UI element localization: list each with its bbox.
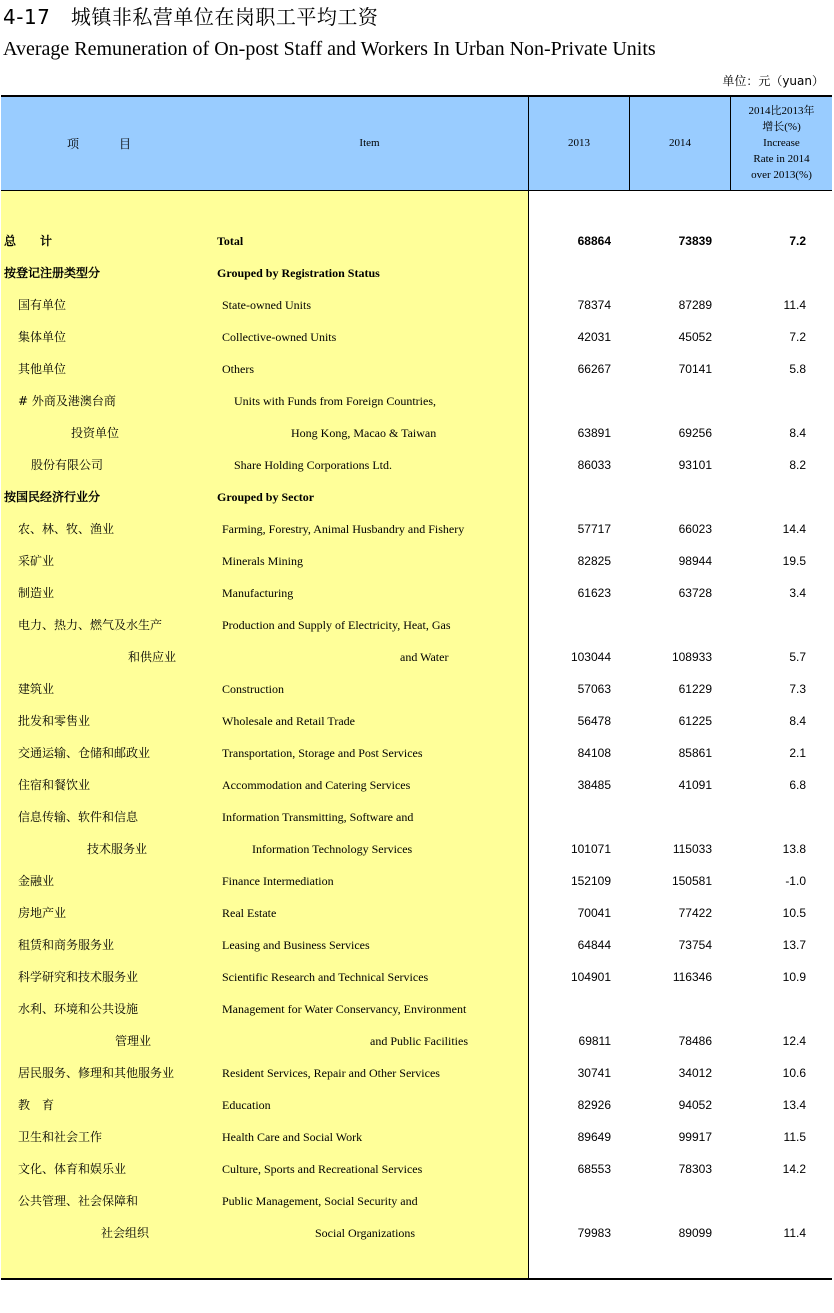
value-2013: 84108: [577, 746, 611, 760]
value-2014: 93101: [678, 458, 712, 472]
value-increase-rate: 7.3: [789, 682, 806, 696]
table-row: [1, 225, 832, 257]
value-2013: 63891: [577, 426, 611, 440]
row-label-zh: 采矿业: [18, 554, 55, 568]
value-2014: 78486: [678, 1034, 712, 1048]
row-label-zh: 科学研究和技术服务业: [18, 970, 139, 984]
value-increase-rate: 11.4: [783, 1226, 806, 1240]
value-increase-rate: 11.4: [783, 298, 806, 312]
table-row: [1, 545, 832, 577]
value-2014: [630, 609, 712, 641]
value-2013: [529, 801, 611, 833]
value-2014: [630, 993, 712, 1025]
row-label-en: Collective-owned Units: [222, 330, 337, 344]
value-2014: [630, 257, 712, 289]
value-2014: [630, 385, 712, 417]
row-label-en: Manufacturing: [222, 586, 294, 600]
row-label-en: Hong Kong, Macao & Taiwan: [291, 426, 437, 440]
header-rate-line: over 2013(%): [751, 169, 812, 181]
value-2013: 152109: [570, 874, 611, 888]
value-2014: 115033: [672, 842, 712, 856]
row-label-zh: 卫生和社会工作: [18, 1130, 103, 1144]
value-2013: 68864: [577, 234, 611, 248]
row-label-zh: 住宿和餐饮业: [18, 778, 91, 792]
table-row: [1, 1089, 832, 1121]
table-row: [1, 1025, 832, 1057]
value-2013: 104901: [570, 970, 611, 984]
value-2013: 56478: [577, 714, 611, 728]
value-2013: 86033: [577, 458, 611, 472]
value-2013: 69811: [578, 1034, 611, 1048]
value-increase-rate: 7.2: [789, 234, 806, 248]
row-label-en: Share Holding Corporations Ltd.: [234, 458, 392, 472]
row-label-zh: 水利、环境和公共设施: [18, 1002, 139, 1016]
value-increase-rate: 6.8: [789, 778, 806, 792]
row-label-en: Finance Intermediation: [222, 874, 334, 888]
table-row: [1, 641, 832, 673]
value-increase-rate: 10.5: [782, 906, 806, 920]
table-row: [1, 801, 832, 833]
header-item-zh: 项 目: [66, 136, 145, 151]
value-2014: [630, 481, 712, 513]
value-2014: [630, 1185, 712, 1217]
table-row: [1, 769, 832, 801]
value-2014: 73839: [678, 234, 712, 248]
table-row: [1, 353, 832, 385]
value-2013: 82825: [577, 554, 611, 568]
table-row: [1, 513, 832, 545]
value-2014: 66023: [678, 522, 712, 536]
value-increase-rate: [731, 481, 806, 513]
table-row: [1, 289, 832, 321]
value-2013: 68553: [577, 1162, 611, 1176]
value-2013: [529, 257, 611, 289]
row-label-en: and Public Facilities: [370, 1034, 468, 1048]
table-row: [1, 705, 832, 737]
value-2014: 77422: [678, 906, 712, 920]
value-2014: 116346: [672, 970, 712, 984]
value-2014: 34012: [678, 1066, 712, 1080]
row-label-en: Construction: [222, 682, 284, 696]
row-label-en: Management for Water Conservancy, Environment: [222, 1002, 467, 1016]
value-increase-rate: 2.1: [789, 746, 806, 760]
row-label-zh: 集体单位: [18, 330, 67, 344]
column-divider: [730, 95, 731, 191]
value-increase-rate: [731, 257, 806, 289]
page-title-english: Average Remuneration of On-post Staff and Workers In Urban Non-Private Units: [3, 38, 656, 60]
unit-label: 单位：元（yuan）: [722, 74, 824, 88]
value-increase-rate: 3.4: [789, 586, 806, 600]
column-divider: [629, 95, 630, 191]
value-increase-rate: 8.4: [789, 714, 806, 728]
row-label-zh: 按国民经济行业分: [4, 490, 101, 504]
row-label-zh: 交通运输、仓储和邮政业: [18, 746, 151, 760]
row-label-zh: 农、林、牧、渔业: [18, 522, 115, 536]
table-row: [1, 1121, 832, 1153]
value-increase-rate: 10.9: [782, 970, 806, 984]
value-2014: 69256: [678, 426, 712, 440]
row-label-zh: 其他单位: [18, 362, 67, 376]
header-rate-line: 增长(%): [762, 121, 801, 133]
value-2013: 64844: [577, 938, 611, 952]
row-label-zh: 居民服务、修理和其他服务业: [18, 1066, 175, 1080]
value-increase-rate: 8.4: [789, 426, 806, 440]
row-label-zh: 国有单位: [18, 298, 67, 312]
value-2013: 61623: [577, 586, 611, 600]
table-row: [1, 1057, 832, 1089]
row-label-zh: 股份有限公司: [31, 458, 104, 472]
row-label-zh: 按登记注册类型分: [4, 266, 101, 280]
header-rate-line: Rate in 2014: [753, 153, 810, 165]
value-increase-rate: 5.8: [789, 362, 806, 376]
row-label-en: Grouped by Sector: [217, 490, 315, 504]
row-label-zh: 教 育: [18, 1098, 55, 1112]
value-2013: 57717: [577, 522, 611, 536]
row-label-zh: 投资单位: [71, 426, 120, 440]
table-bottom-border: [1, 1278, 832, 1280]
row-label-en: Education: [222, 1098, 271, 1112]
header-rate-line: Increase: [763, 137, 800, 149]
row-label-en: Scientific Research and Technical Services: [222, 970, 429, 984]
table-row: [1, 737, 832, 769]
value-increase-rate: 13.8: [782, 842, 806, 856]
table-row: [1, 577, 832, 609]
value-2013: 89649: [577, 1130, 611, 1144]
table-row: [1, 993, 832, 1025]
row-label-en: Production and Supply of Electricity, Heat, Gas: [222, 618, 451, 632]
row-label-en: Units with Funds from Foreign Countries,: [234, 394, 437, 408]
row-label-zh: 租赁和商务服务业: [18, 938, 115, 952]
value-increase-rate: 14.4: [782, 522, 806, 536]
value-increase-rate: [731, 801, 806, 833]
table-row: [1, 1153, 832, 1185]
value-2013: 101071: [570, 842, 611, 856]
row-label-en: Real Estate: [222, 906, 277, 920]
table-row: [1, 897, 832, 929]
table-row: [1, 417, 832, 449]
row-label-zh: 房地产业: [18, 906, 67, 920]
page-title-chinese: 4-17 城镇非私营单位在岗职工平均工资: [3, 5, 379, 29]
value-2014: 85861: [678, 746, 712, 760]
value-2013: [529, 385, 611, 417]
row-label-en: Information Technology Services: [252, 842, 413, 856]
value-2013: 42031: [577, 330, 611, 344]
value-increase-rate: 19.5: [782, 554, 806, 568]
row-label-zh: 社会组织: [101, 1226, 150, 1240]
value-2014: 70141: [678, 362, 712, 376]
value-2013: [529, 609, 611, 641]
table-row: [1, 1217, 832, 1249]
header-2013: 2013: [568, 137, 590, 149]
row-label-zh: 批发和零售业: [18, 714, 91, 728]
value-2014: 63728: [678, 586, 712, 600]
table-row: [1, 385, 832, 417]
row-label-zh: 电力、热力、燃气及水生产: [18, 618, 163, 632]
table-row: [1, 321, 832, 353]
header-rate-line: 2014比2013年: [748, 105, 815, 117]
row-label-en: State-owned Units: [222, 298, 311, 312]
value-increase-rate: [731, 1185, 806, 1217]
header-increase-rate: [731, 95, 832, 191]
value-2014: [630, 801, 712, 833]
value-2013: 70041: [577, 906, 611, 920]
row-label-zh: 制造业: [18, 586, 55, 600]
row-label-en: Farming, Forestry, Animal Husbandry and Fishery: [222, 522, 465, 536]
row-label-zh: 金融业: [18, 874, 55, 888]
value-2013: 30741: [577, 1066, 611, 1080]
value-2013: 38485: [577, 778, 611, 792]
value-increase-rate: 10.6: [782, 1066, 806, 1080]
row-label-en: Accommodation and Catering Services: [222, 778, 411, 792]
row-label-en: Minerals Mining: [222, 554, 303, 568]
row-label-en: Public Management, Social Security and: [222, 1194, 418, 1208]
value-2014: 87289: [678, 298, 712, 312]
table-row: [1, 1185, 832, 1217]
value-2014: 45052: [678, 330, 712, 344]
table-row: [1, 609, 832, 641]
value-2014: 61225: [678, 714, 712, 728]
value-2013: 66267: [577, 362, 611, 376]
value-2014: 99917: [678, 1130, 712, 1144]
value-2013: [529, 481, 611, 513]
row-label-en: Health Care and Social Work: [222, 1130, 363, 1144]
row-label-zh: 技术服务业: [87, 842, 148, 856]
value-2013: 57063: [577, 682, 611, 696]
row-label-zh: 文化、体育和娱乐业: [18, 1162, 127, 1176]
row-label-zh: 建筑业: [18, 682, 55, 696]
row-label-en: Wholesale and Retail Trade: [222, 714, 355, 728]
value-2014: 41091: [678, 778, 712, 792]
row-label-en: Culture, Sports and Recreational Services: [222, 1162, 423, 1176]
value-2014: 108933: [671, 650, 712, 664]
value-increase-rate: [731, 993, 806, 1025]
salary-table: [1, 95, 832, 1281]
row-label-zh: 总 计: [4, 234, 53, 248]
value-increase-rate: 14.2: [782, 1162, 806, 1176]
row-label-en: and Water: [400, 650, 449, 664]
table-row: [1, 673, 832, 705]
row-label-en: Total: [217, 234, 244, 248]
table-row: [1, 961, 832, 993]
value-2013: 82926: [577, 1098, 611, 1112]
value-2014: 61229: [678, 682, 712, 696]
table-row: [1, 481, 832, 513]
value-increase-rate: 11.5: [783, 1130, 806, 1144]
row-label-en: Leasing and Business Services: [222, 938, 370, 952]
row-label-en: Grouped by Registration Status: [217, 266, 380, 280]
value-2014: 73754: [678, 938, 712, 952]
value-2014: 150581: [671, 874, 712, 888]
table-row: [1, 833, 832, 865]
row-label-en: Social Organizations: [315, 1226, 416, 1240]
value-increase-rate: 12.4: [782, 1034, 806, 1048]
value-increase-rate: 13.4: [782, 1098, 806, 1112]
header-2014: 2014: [669, 137, 691, 149]
row-label-zh: 公共管理、社会保障和: [18, 1194, 139, 1208]
value-increase-rate: [731, 609, 806, 641]
value-2013: 79983: [577, 1226, 611, 1240]
value-increase-rate: 7.2: [789, 330, 806, 344]
value-2014: 78303: [678, 1162, 712, 1176]
value-increase-rate: [731, 385, 806, 417]
row-label-en: Resident Services, Repair and Other Services: [222, 1066, 440, 1080]
table-row: [1, 865, 832, 897]
value-2014: 89099: [678, 1226, 712, 1240]
row-label-zh: 信息传输、软件和信息: [18, 810, 139, 824]
row-label-en: Others: [222, 362, 254, 376]
value-increase-rate: 5.7: [789, 650, 806, 664]
row-label-zh: # 外商及港澳台商: [18, 394, 116, 408]
value-2014: 98944: [678, 554, 712, 568]
table-row: [1, 929, 832, 961]
header-item-en: Item: [359, 137, 380, 149]
row-label-zh: 和供应业: [128, 650, 177, 664]
value-2013: 103044: [570, 650, 611, 664]
value-2013: [529, 1185, 611, 1217]
table-row: [1, 449, 832, 481]
row-label-en: Information Transmitting, Software and: [222, 810, 414, 824]
row-label-zh: 管理业: [115, 1034, 152, 1048]
value-2014: 94052: [678, 1098, 712, 1112]
value-increase-rate: 8.2: [789, 458, 806, 472]
table-row: [1, 257, 832, 289]
value-2013: 78374: [577, 298, 611, 312]
row-label-en: Transportation, Storage and Post Services: [222, 746, 423, 760]
value-increase-rate: -1.0: [785, 874, 806, 888]
value-2013: [529, 993, 611, 1025]
value-increase-rate: 13.7: [782, 938, 806, 952]
